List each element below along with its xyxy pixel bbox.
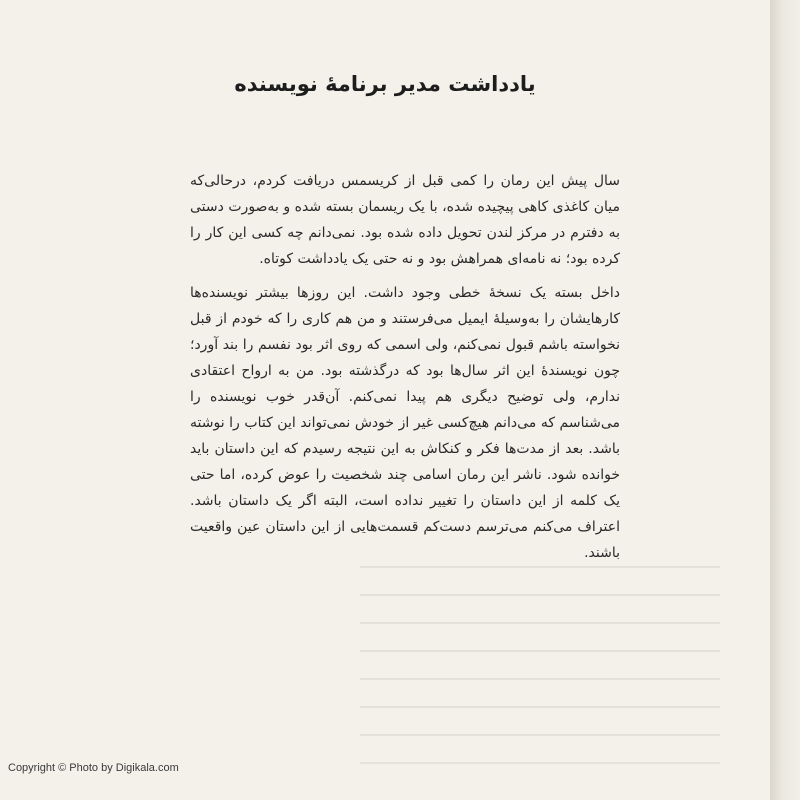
paragraph: سال پیش این رمان را کمی قبل از کریسمس دریافت کردم، درحالی‌که میان کاغذی کاهی پیچیده شده، با یک ریسمان بسته شده و به‌صورت دستی به دفترم در مرکز لندن تحویل داده شده بود. نمی‌دانم چه کسی این کار را کرده بود؛ نه نامه‌ای همراهش بود و نه حتی یک یادداشت کوتاه.: [190, 173, 620, 267]
page-title: یادداشت مدیر برنامهٔ نویسنده: [234, 72, 536, 96]
next-page-edge: [770, 0, 800, 800]
show-through-text: [360, 540, 720, 790]
body-text: [190, 168, 620, 574]
photo-credit: Copyright © Photo by Digikala.com: [8, 762, 179, 774]
paragraph: داخل بسته یک نسخهٔ خطی وجود داشت. این روزها بیشتر نویسنده‌ها کارهایشان را به‌وسیلهٔ ایمیل می‌فرستند و من هم کاری را که خودم از قبل نخواسته باشم قبول نمی‌کنم، ولی اسمی که روی اثر بود نفسم را بند آورد؛ چون نویسندهٔ این اثر سال‌ها بود که درگذشته بود. من به ارواح اعتقادی ندارم، ولی توضیح دیگری هم پیدا نمی‌کنم. آن‌قدر خوب نویسنده را می‌شناسم که می‌دانم هیچ‌کسی غیر از خودش نمی‌تواند این کتاب را نوشته باشد. بعد از مدت‌ها فکر و کنکاش به این نتیجه رسیدم که این داستان باید خوانده شود. ناشر این رمان اسامی چند شخصیت را عوض کرده، اما حتی یک کلمه از این داستان را تغییر نداده است، البته اگر یک داستان باشد. اعتراف می‌کنم می‌ترسم دست‌کم قسمت‌هایی از این داستان عین واقعیت باشند.: [190, 285, 620, 561]
